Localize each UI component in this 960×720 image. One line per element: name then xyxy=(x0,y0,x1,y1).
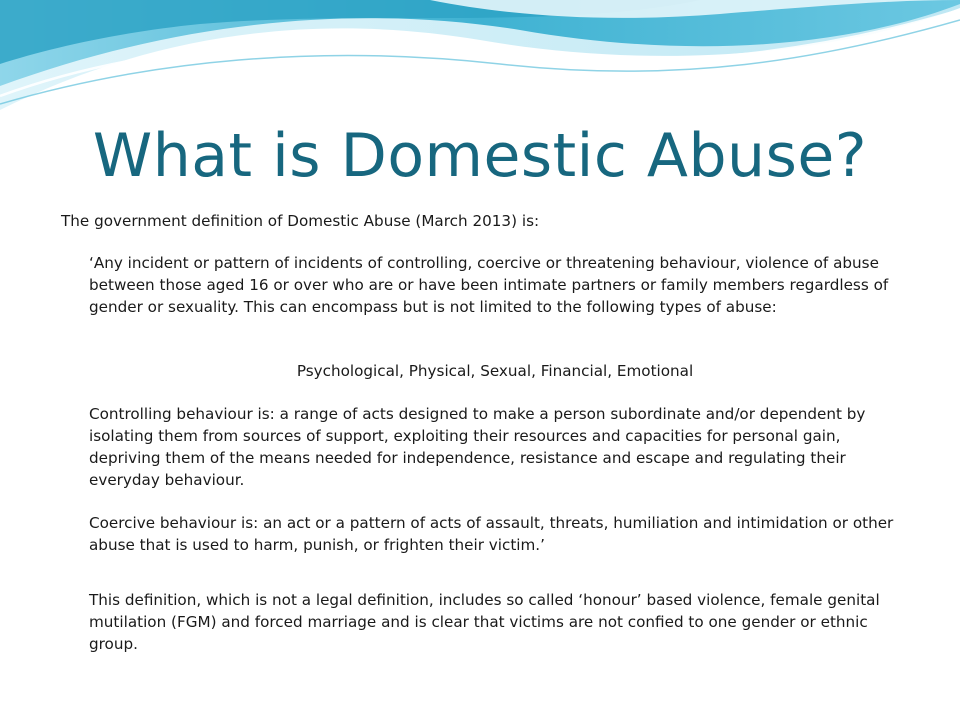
intro-text: The government definition of Domestic Abuse (March 2013) is: xyxy=(61,212,540,230)
definition-note-paragraph: This definition, which is not a legal definition, includes so called ‘honour’ based violence, female genital mutilation (FGM) and forced marriage and is clear that victims are not confied to one gender or ethnic group. xyxy=(89,591,880,653)
abuse-types-line: Psychological, Physical, Sexual, Financial, Emotional xyxy=(296,362,694,380)
slide-title: What is Domestic Abuse? xyxy=(92,121,868,191)
coercive-behaviour-paragraph: Coercive behaviour is: an act or a pattern of acts of assault, threats, humiliation and intimidation or other abuse that is used to harm, punish, or frighten their victim.’ xyxy=(89,514,894,554)
decorative-wave-header xyxy=(0,0,960,130)
controlling-behaviour-paragraph: Controlling behaviour is: a range of acts designed to make a person subordinate and/or dependent by isolating them from sources of support, exploiting their resources and capacities for personal gain, depriving them of the means needed for independence, resistance and escape and regulating their everyday behaviour. xyxy=(89,405,866,489)
definition-paragraph: ‘Any incident or pattern of incidents of controlling, coercive or threatening behaviour, violence of abuse between those aged 16 or over who are or have been intimate partners or family members regardless of gender or sexuality. This can encompass but is not limited to the following types of abuse: xyxy=(89,254,889,316)
